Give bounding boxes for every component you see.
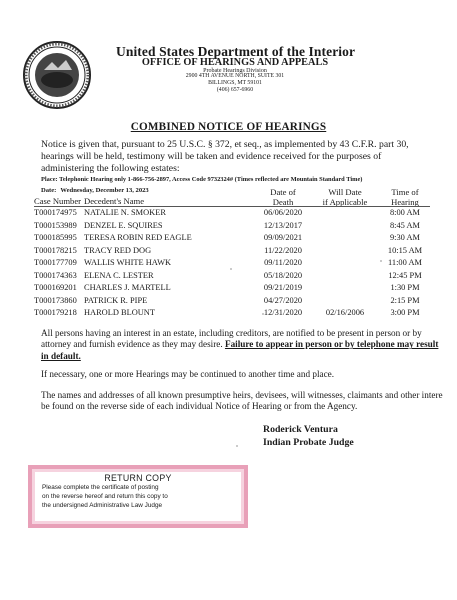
date-of-death: 04/27/2020 bbox=[263, 295, 303, 305]
date-of-death: 09/11/2020 bbox=[264, 258, 302, 267]
case-number: T000153989 bbox=[34, 220, 77, 230]
case-number: T000174975 bbox=[34, 208, 77, 217]
date-value: Wednesday, December 13, 2023 bbox=[60, 186, 149, 194]
scan-speck bbox=[262, 313, 264, 315]
date-of-death: 06/06/2020 bbox=[263, 208, 303, 217]
decedent-name: HAROLD BLOUNT bbox=[84, 308, 155, 317]
date-line bbox=[41, 187, 149, 194]
table-row bbox=[0, 233, 457, 246]
table-row bbox=[0, 258, 457, 271]
date-of-death: 12/13/2017 bbox=[263, 220, 303, 230]
scan-speck bbox=[380, 260, 382, 262]
case-number: T000185995 bbox=[34, 233, 77, 242]
decedent-name: DENZEL E. SQUIRES bbox=[84, 220, 163, 230]
return-copy-stamp bbox=[28, 465, 248, 528]
case-number: T000173860 bbox=[34, 295, 77, 305]
header-will-date-line1: Will Date bbox=[328, 187, 362, 197]
case-number: T000178215 bbox=[34, 245, 77, 255]
names-paragraph bbox=[41, 390, 457, 413]
table-row bbox=[0, 208, 457, 221]
header-date-of-death bbox=[258, 187, 308, 207]
table-row bbox=[0, 283, 457, 296]
interest-text: All persons having an interest in an estate, including creditors, are notified to be present in person or by attorney and furnish evidence as they may desire. bbox=[41, 328, 422, 350]
header-time-line1: Time of bbox=[391, 187, 419, 197]
office-name: OFFICE OF HEARINGS AND APPEALS bbox=[141, 57, 329, 68]
hearing-time: 10:15 AM bbox=[387, 245, 423, 255]
stamp-line-2: on the reverse hereof and return this copy to bbox=[42, 493, 168, 500]
decedent-name: NATALIE N. SMOKER bbox=[84, 208, 166, 217]
agency-name: United States Department of the Interior bbox=[116, 44, 356, 59]
address-line-2: BILLINGS, MT 59101 bbox=[208, 79, 262, 86]
date-label: Date: bbox=[41, 186, 57, 194]
header-date-of-death-line1: Date of bbox=[270, 187, 296, 197]
address-line-1: 2900 4TH AVENUE NORTH, SUITE 301 bbox=[185, 72, 285, 79]
case-number: T000174363 bbox=[34, 270, 77, 280]
date-of-death: 11/22/2020 bbox=[264, 245, 302, 255]
decedent-name: WALLIS WHITE HAWK bbox=[84, 258, 172, 267]
decedent-name: TRACY RED DOG bbox=[84, 245, 152, 255]
hearing-time: 2:15 PM bbox=[390, 295, 420, 305]
judge-name: Roderick Ventura bbox=[263, 424, 338, 435]
scan-speck bbox=[230, 268, 232, 270]
header-will-date bbox=[315, 187, 375, 207]
will-date: 02/16/2006 bbox=[325, 308, 365, 317]
date-of-death: 09/09/2021 bbox=[263, 233, 303, 242]
case-number: T000177709 bbox=[34, 258, 77, 267]
place-label: Place: bbox=[41, 176, 58, 183]
decedent-name: ELENA C. LESTER bbox=[84, 270, 154, 280]
table-row bbox=[0, 271, 457, 284]
hearing-time: 3:00 PM bbox=[390, 308, 420, 317]
header-time-line2: Hearing bbox=[391, 197, 419, 207]
date-of-death: 09/21/2019 bbox=[263, 283, 303, 292]
stamp-title: RETURN COPY bbox=[104, 473, 172, 483]
stamp-line-3: the undersigned Administrative Law Judge bbox=[42, 502, 163, 509]
header-case-number: Case Number bbox=[34, 196, 82, 206]
place-value: Telephonic Hearing only 1-866-756-2897, Access Code 9732324# (Times reflected are Mountain Standard Time) bbox=[59, 176, 363, 183]
table-header-divider bbox=[34, 206, 430, 207]
case-number: T000179218 bbox=[34, 308, 77, 317]
place-line bbox=[41, 176, 362, 183]
table-row bbox=[0, 308, 457, 321]
division-name: Probate Hearings Division bbox=[203, 67, 267, 74]
scan-speck bbox=[236, 445, 238, 447]
date-of-death: 05/18/2020 bbox=[263, 270, 303, 280]
header-time-of-hearing bbox=[380, 187, 430, 207]
names-paragraph-line1: The names and addresses of all known presumptive heirs, devisees, will witnesses, claimants and other intere bbox=[41, 390, 443, 400]
notice-paragraph: Notice is given that, pursuant to 25 U.S.C. § 372, et seq., as implemented by 43 C.F.R. part 30, hearings will be held, testimony will be taken and evidence received for the purposes of administering the following estates: bbox=[41, 139, 409, 174]
header-date-of-death-line2: Death bbox=[272, 197, 294, 207]
decedent-name: TERESA ROBIN RED EAGLE bbox=[84, 233, 192, 242]
phone-number: (406) 657-6960 bbox=[216, 87, 254, 93]
hearing-time: 1:30 PM bbox=[390, 283, 420, 292]
table-row bbox=[0, 221, 457, 234]
stamp-line-1: Please complete the certificate of posting bbox=[42, 484, 159, 491]
hearing-time: 9:30 AM bbox=[389, 233, 420, 242]
hearing-time: 12:45 PM bbox=[388, 270, 422, 280]
default-warning: Failure to appear in person or by telephone may result in default. bbox=[41, 339, 439, 361]
decedent-name: PATRICK R. PIPE bbox=[84, 295, 148, 305]
document-title: COMBINED NOTICE OF HEARINGS bbox=[130, 121, 327, 133]
table-row bbox=[0, 246, 457, 259]
hearing-time: 8:00 AM bbox=[389, 208, 420, 217]
date-of-death: 12/31/2020 bbox=[263, 308, 303, 317]
department-of-interior-seal-icon bbox=[22, 40, 92, 110]
header-will-date-line2: if Applicable bbox=[322, 197, 368, 207]
hearing-time: 8:45 AM bbox=[389, 220, 420, 230]
continuance-paragraph: If necessary, one or more Hearings may be continued to another time and place. bbox=[41, 369, 335, 379]
decedent-name: CHARLES J. MARTELL bbox=[84, 283, 171, 292]
case-number: T000169201 bbox=[34, 283, 77, 292]
header-decedent-name: Decedent's Name bbox=[84, 196, 145, 206]
judge-title: Indian Probate Judge bbox=[263, 437, 354, 448]
interest-paragraph bbox=[41, 328, 441, 362]
names-paragraph-line2: be found on the reverse side of each individual Notice of Hearing or from the Agency. bbox=[41, 401, 358, 412]
table-row bbox=[0, 296, 457, 309]
hearing-time: 11:00 AM bbox=[388, 258, 422, 267]
